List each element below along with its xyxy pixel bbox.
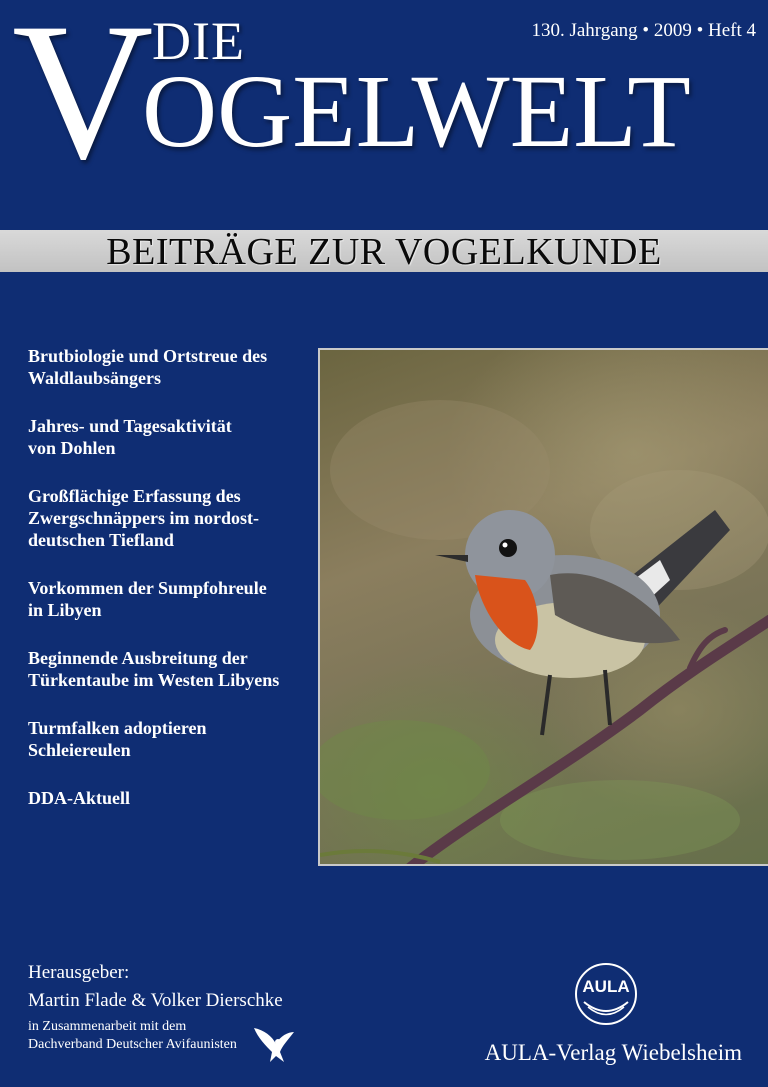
publisher-name: AULA-Verlag Wiebelsheim xyxy=(484,1040,742,1065)
masthead-die: DIE xyxy=(152,11,245,71)
toc-line: Schleiereulen xyxy=(28,740,131,760)
toc-line: Zwergschnäppers im nordost- xyxy=(28,508,260,528)
toc-line: von Dohlen xyxy=(28,438,116,458)
toc-line: Waldlaubsängers xyxy=(28,368,162,388)
masthead-title: OGELWELT xyxy=(142,54,691,169)
aula-logo-icon xyxy=(574,962,638,1026)
masthead-v-letter: V xyxy=(12,0,152,200)
toc-line: Brutbiologie und Ortstreue des xyxy=(28,346,268,366)
publisher-label: Herausgeber: xyxy=(28,962,130,983)
aula-logo-text: AULA xyxy=(582,977,630,996)
toc-item xyxy=(28,577,313,621)
editors-names: Martin Flade & Volker Dierschke xyxy=(28,990,283,1011)
toc-line: Großflächige Erfassung des xyxy=(28,486,241,506)
toc-line: Jahres- und Tagesaktivität xyxy=(28,416,232,436)
collaboration-note xyxy=(28,1018,237,1054)
toc-item xyxy=(28,647,313,691)
toc-item xyxy=(28,485,313,551)
toc-item-dda xyxy=(28,787,313,809)
toc-line: DDA-Aktuell xyxy=(28,788,130,808)
collab-line: Dachverband Deutscher Avifaunisten xyxy=(28,1037,237,1052)
bird-photo xyxy=(318,348,768,866)
table-of-contents xyxy=(28,345,313,835)
toc-item xyxy=(28,415,313,459)
toc-line: Vorkommen der Sumpfohreule xyxy=(28,578,267,598)
toc-item xyxy=(28,345,313,389)
red-breasted-flycatcher-photo xyxy=(320,350,768,866)
toc-item xyxy=(28,717,313,761)
bird-of-prey-icon xyxy=(250,1018,296,1064)
issue-line: 130. Jahrgang • 2009 • Heft 4 xyxy=(531,20,756,41)
toc-line: in Libyen xyxy=(28,600,102,620)
collab-line: in Zusammenarbeit mit dem xyxy=(28,1019,187,1034)
toc-line: deutschen Tiefland xyxy=(28,530,174,550)
toc-line: Turmfalken adoptieren xyxy=(28,718,207,738)
toc-line: Beginnende Ausbreitung der xyxy=(28,648,248,668)
toc-line: Türkentaube im Westen Libyens xyxy=(28,670,280,690)
subtitle-text: BEITRÄGE ZUR VOGELKUNDE xyxy=(106,231,662,273)
